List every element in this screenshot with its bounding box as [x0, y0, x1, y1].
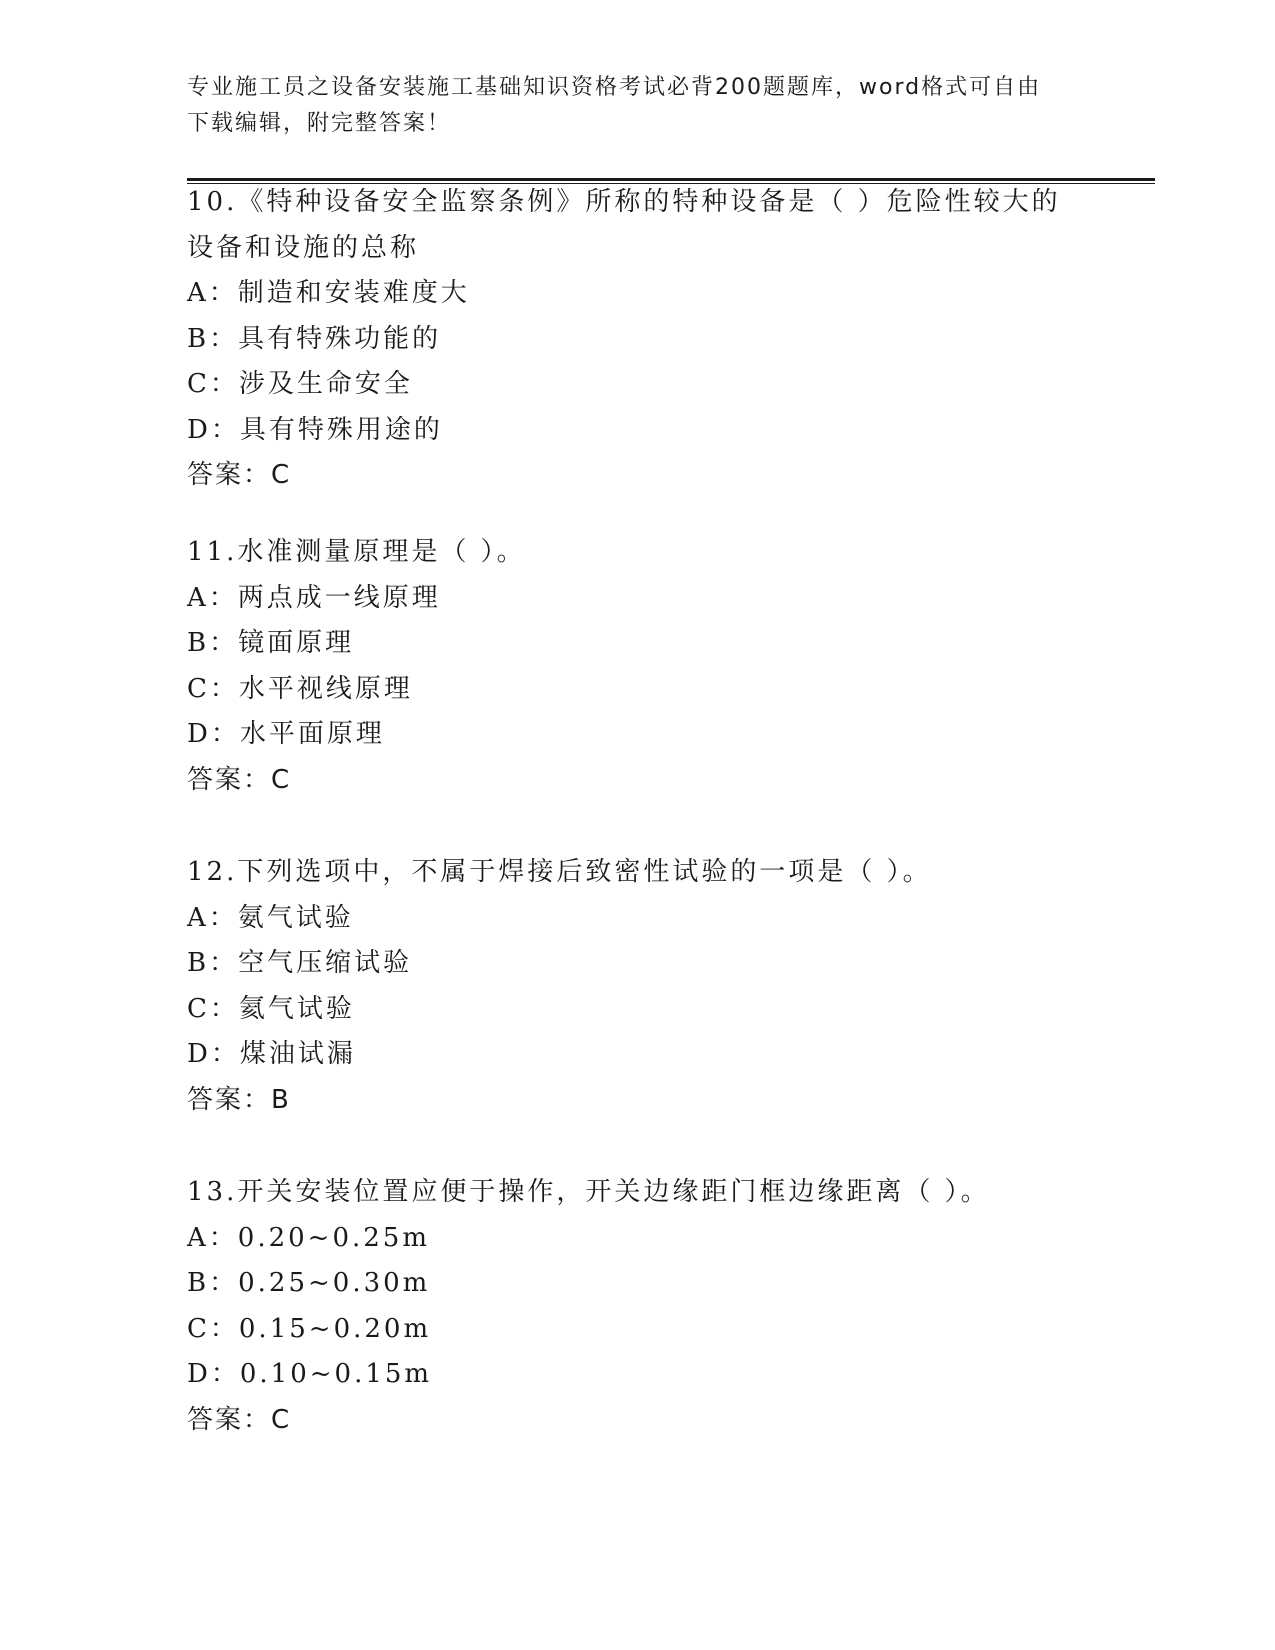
question-text: 11.水准测量原理是（ ）。: [187, 537, 526, 567]
option-b: B：具有特殊功能的: [187, 323, 442, 354]
question-text: 13.开关安装位置应便于操作，开关边缘距门框边缘距离（ ）。: [187, 1177, 990, 1207]
document-header: [187, 70, 1087, 142]
question-block-13: [187, 1170, 1087, 1443]
option-b: B：镜面原理: [187, 628, 355, 658]
option-d: D：煤油试漏: [187, 1039, 356, 1069]
answer-line: 答案：C: [187, 460, 292, 490]
option-d: D：0.10~0.15m: [187, 1359, 433, 1389]
option-a: A：0.20~0.25m: [187, 1222, 430, 1253]
option-a: A：两点成一线原理: [187, 582, 441, 613]
question-text: 12.下列选项中，不属于焊接后致密性试验的一项是（ ）。: [187, 857, 932, 887]
option-c: C：0.15~0.20m: [187, 1313, 432, 1344]
answer-line: 答案：B: [187, 1084, 291, 1115]
option-c: C：水平视线原理: [187, 673, 413, 704]
question-block-12: [187, 850, 1087, 1123]
question-text: 10.《特种设备安全监察条例》所称的特种设备是（ ）危险性较大的: [187, 187, 1061, 217]
option-b: B：空气压缩试验: [187, 948, 413, 978]
question-text-continued: 设备和设施的总称: [187, 232, 420, 263]
question-block-10: [187, 180, 1087, 499]
answer-line: 答案：C: [187, 1404, 292, 1435]
option-a: A：制造和安装难度大: [187, 278, 470, 308]
header-line-2: 下载编辑，附完整答案！: [187, 111, 452, 136]
question-block-11: [187, 530, 1087, 803]
option-a: A：氨气试验: [187, 902, 354, 933]
option-d: D：具有特殊用途的: [187, 414, 443, 445]
header-line-1: 专业施工员之设备安装施工基础知识资格考试必背200题题库，word格式可自由: [187, 75, 1042, 100]
option-c: C：氦气试验: [187, 993, 355, 1024]
option-b: B：0.25~0.30m: [187, 1268, 431, 1298]
option-d: D：水平面原理: [187, 719, 385, 749]
answer-line: 答案：C: [187, 764, 292, 795]
option-c: C：涉及生命安全: [187, 369, 413, 399]
